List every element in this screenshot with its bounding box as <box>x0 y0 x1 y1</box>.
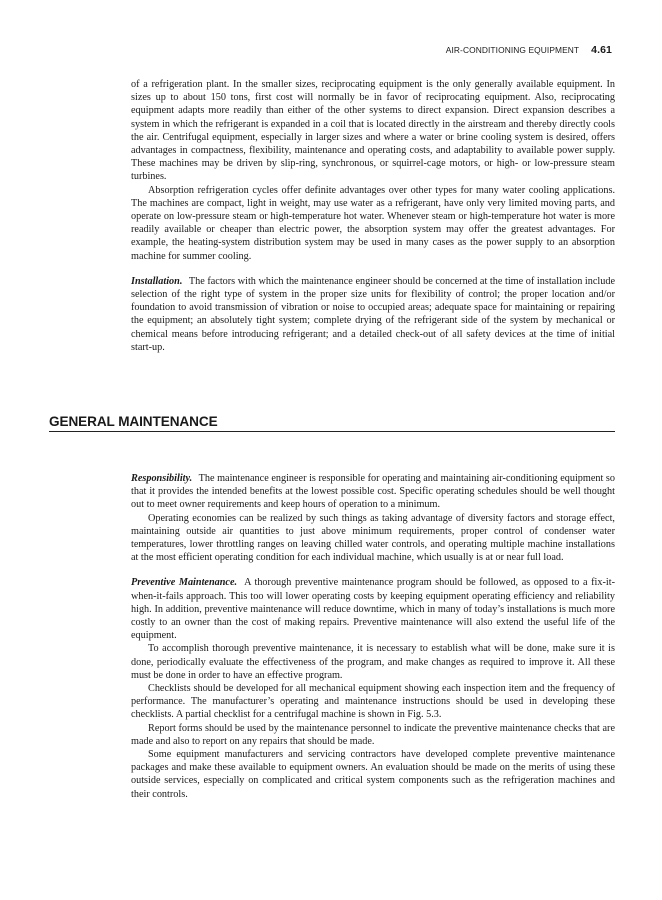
paragraph-accomplish: To accomplish thorough preventive maintenance, it is necessary to establish what will be done, make sure it is done, periodically evaluate the effectiveness of the program, and make changes as required to improve it. All these must be done in order to have an effective program. <box>131 643 615 681</box>
running-head <box>446 44 612 56</box>
paragraph-operating-economies: Operating economies can be realized by such things as taking advantage of diversity factors and storage effect, maintaining outside air quantities to just above minimum requirements, proper control of condenser water temperatures, lower throttling ranges on leaving chilled water controls, and operating multiple machine installations at the most efficient operating condition for each individual machine, which usually is at or near full load. <box>131 512 615 564</box>
paragraph-responsibility <box>131 472 615 512</box>
body-block-bottom <box>131 472 615 801</box>
installation-text: The factors with which the maintenance engineer should be concerned at the time of installation include selection of the right type of system in the proper size units for flexibility of control; the proper location and/or foundation to avoid transmission of vibration or noise to occupied areas; adequate space for maintaining or repairing the equipment; an absolutely tight system; complete drying of the refrigerant side of the system by mechanical or chemical means before introducing refrigerant; and a detailed check-out of all safety devices at the time of initial start-up. <box>131 275 615 353</box>
section-heading-general-maintenance: GENERAL MAINTENANCE <box>49 414 615 432</box>
preventive-maintenance-text: A thorough preventive maintenance program should be followed, as opposed to a fix-it-when-it-fails approach. This too will lower operating costs by keeping equipment operating efficiency and reliability high. In addition, preventive maintenance will reduce downtime, which in many of today’s installations is much more costly to an owner than the cost of making repairs. Preventive maintenance will also extend the useful life of the equipment. <box>131 577 615 642</box>
preventive-maintenance-heading: Preventive Maintenance. <box>131 577 238 589</box>
installation-heading: Installation. <box>131 275 183 287</box>
responsibility-text: The maintenance engineer is responsible for operating and maintaining air-conditioning equipment so that it provides the intended benefits at the lowest possible cost. Specific operating schedules should be well thought out to meet owner requirements and keep hours of operation to a minimum. <box>131 473 615 511</box>
paragraph-reciprocating: of a refrigeration plant. In the smaller sizes, reciprocating equipment is the only generally available equipment. In sizes up to about 150 tons, first cost will normally be in favor of reciprocating equipment. Also, reciprocating equipment adapts more readily than either of the other systems to direct expansion. Direct expansion describes a system in which the refrigerant is expanded in a coil that is located directly in the airstream and thereby directly cools the air. Centrifugal equipment, especially in larger sizes and where a water or brine cooling system is desired, offers advantages in compactness, flexibility, maintenance and operating costs, and adaptability to available power supply. These machines may be driven by slip-ring, synchronous, or squirrel-cage motors, or high- or low-pressure steam turbines. <box>131 79 615 183</box>
paragraph-installation <box>131 275 615 354</box>
paragraph-report-forms: Report forms should be used by the maintenance personnel to indicate the preventive maintenance checks that are made and also to report on any repairs that should be made. <box>131 722 615 747</box>
paragraph-manufacturers: Some equipment manufacturers and servicing contractors have developed complete preventive maintenance packages and make these available to equipment owners. An evaluation should be made on the merits of using these outside services, especially on complicated and critical system components such as the refrigeration machines and their controls. <box>131 749 615 800</box>
paragraph-preventive-maintenance <box>131 576 615 642</box>
paragraph-checklists: Checklists should be developed for all mechanical equipment showing each inspection item and the frequency of performance. The manufacturer’s operating and maintenance instructions should be used in developing these checklists. A partial checklist for a centrifugal machine is shown in Fig. 5.3. <box>131 683 615 721</box>
running-title: AIR-CONDITIONING EQUIPMENT <box>445 45 580 55</box>
paragraph-absorption: Absorption refrigeration cycles offer definite advantages over other types for many water cooling applications. The machines are compact, light in weight, may use water as a refrigerant, have only very limited moving parts, and operate on low-pressure steam or high-temperature hot water. Whenever steam or high-temperature hot water is more readily available or cheaper than electric power, the absorption system may offer the greatest advantages. For example, the heating-system distribution system may be used in many cases as the power supply to an absorption machine for summer cooling. <box>131 184 615 262</box>
responsibility-heading: Responsibility. <box>131 473 193 484</box>
page-number: 4.61 <box>591 44 612 56</box>
body-block-top <box>131 78 615 354</box>
